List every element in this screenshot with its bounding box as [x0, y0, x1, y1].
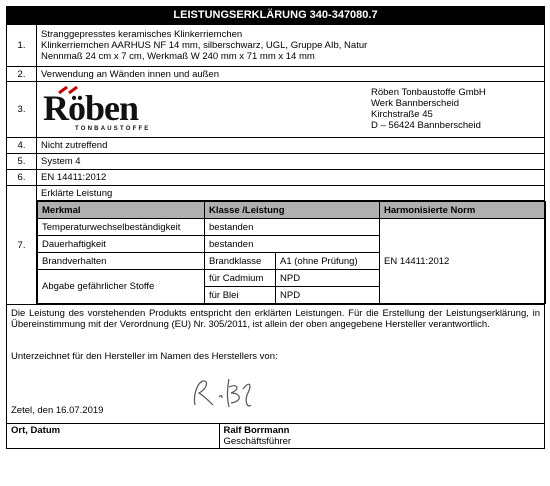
title-row [7, 7, 545, 25]
declaration-paragraph: Die Leistung des vorstehenden Produkts entspricht den erklärten Leistungen. Für die Erstellung der Leistungserklärung, in Übereinstimmung mit der Verordnung (EU) Nr. 305/2011, ist allein der oben angegebene Hersteller verantwortlich. [11, 308, 540, 330]
performance-sub-label: Brandklasse [205, 253, 276, 270]
authorised-rep: Nicht zutreffend [37, 138, 545, 154]
row-number: 5. [7, 154, 37, 170]
declared-performance-cell [37, 186, 545, 305]
performance-sub-label: für Blei [205, 287, 276, 304]
footer-row [7, 424, 545, 449]
performance-value: A1 (ohne Prüfung) [276, 253, 380, 270]
product-line: Stranggepresstes keramisches Klinkerriemchen [41, 29, 243, 40]
logo-tagline: TONBAUSTOFFE [75, 126, 151, 132]
signature-date: Zetel, den 16.07.2019 [11, 405, 104, 416]
row-1 [7, 25, 545, 67]
address-line: Kirchstraße 45 [371, 109, 433, 120]
product-line: Nennmaß 24 cm x 7 cm, Werkmaß W 240 mm x 71 mm x 14 mm [41, 51, 315, 62]
product-description [37, 25, 545, 67]
declaration-text-cell [7, 305, 545, 424]
performance-header-row [38, 202, 546, 219]
address-line: Werk Bannberscheid [371, 98, 460, 109]
performance-value: bestanden [205, 219, 380, 236]
declaration-table [6, 6, 545, 449]
signature-icon [189, 375, 259, 411]
row-3 [7, 82, 545, 138]
declaration-of-performance [6, 6, 544, 480]
column-header: Harmonisierte Norm [380, 202, 546, 219]
document-title: LEISTUNGSERKLÄRUNG 340-347080.7 [7, 7, 545, 25]
characteristic: Brandverhalten [38, 253, 205, 270]
avcp-system: System 4 [37, 154, 545, 170]
row-number: 6. [7, 170, 37, 186]
address-line: D – 56424 Bannberscheid [371, 120, 481, 131]
signer-title: Geschäftsführer [223, 436, 292, 447]
signed-on-behalf: Unterzeichnet für den Hersteller im Namen des Herstellers von: [11, 351, 278, 362]
column-header: Merkmal [38, 202, 205, 219]
row-number: 2. [7, 67, 37, 82]
row-7 [7, 186, 545, 305]
row-5 [7, 154, 545, 170]
row-4 [7, 138, 545, 154]
performance-table [37, 201, 546, 304]
manufacturer-cell [37, 82, 545, 138]
signer-name: Ralf Borrmann [223, 425, 290, 436]
product-line: Klinkerriemchen AARHUS NF 14 mm, silberschwarz, UGL, Gruppe AIb, Natur [41, 40, 368, 51]
signer-block [219, 424, 545, 448]
performance-value: bestanden [205, 236, 380, 253]
address-line: Röben Tonbaustoffe GmbH [371, 87, 486, 98]
intended-use: Verwendung an Wänden innen und außen [37, 67, 545, 82]
row-number: 3. [7, 82, 37, 138]
characteristic: Abgabe gefährlicher Stoffe [38, 270, 205, 304]
table-row [38, 219, 546, 236]
manufacturer-address [371, 87, 486, 131]
roeben-logo [43, 90, 163, 134]
performance-sub-label: für Cadmium [205, 270, 276, 287]
row-6 [7, 170, 545, 186]
declared-performance-label: Erklärte Leistung [37, 186, 544, 201]
row-number: 7. [7, 186, 37, 305]
characteristic: Dauerhaftigkeit [38, 236, 205, 253]
characteristic: Temperaturwechselbeständigkeit [38, 219, 205, 236]
harmonised-standard: EN 14411:2012 [37, 170, 545, 186]
row-number: 1. [7, 25, 37, 67]
norm-value: EN 14411:2012 [380, 219, 546, 304]
column-header: Klasse /Leistung [205, 202, 380, 219]
footer-cell [7, 424, 545, 449]
declaration-row [7, 305, 545, 424]
row-2 [7, 67, 545, 82]
place-date-label: Ort, Datum [7, 424, 219, 448]
footer-table [7, 424, 545, 448]
logo-wordmark: Röben [43, 88, 139, 128]
performance-value: NPD [276, 287, 380, 304]
performance-value: NPD [276, 270, 380, 287]
row-number: 4. [7, 138, 37, 154]
